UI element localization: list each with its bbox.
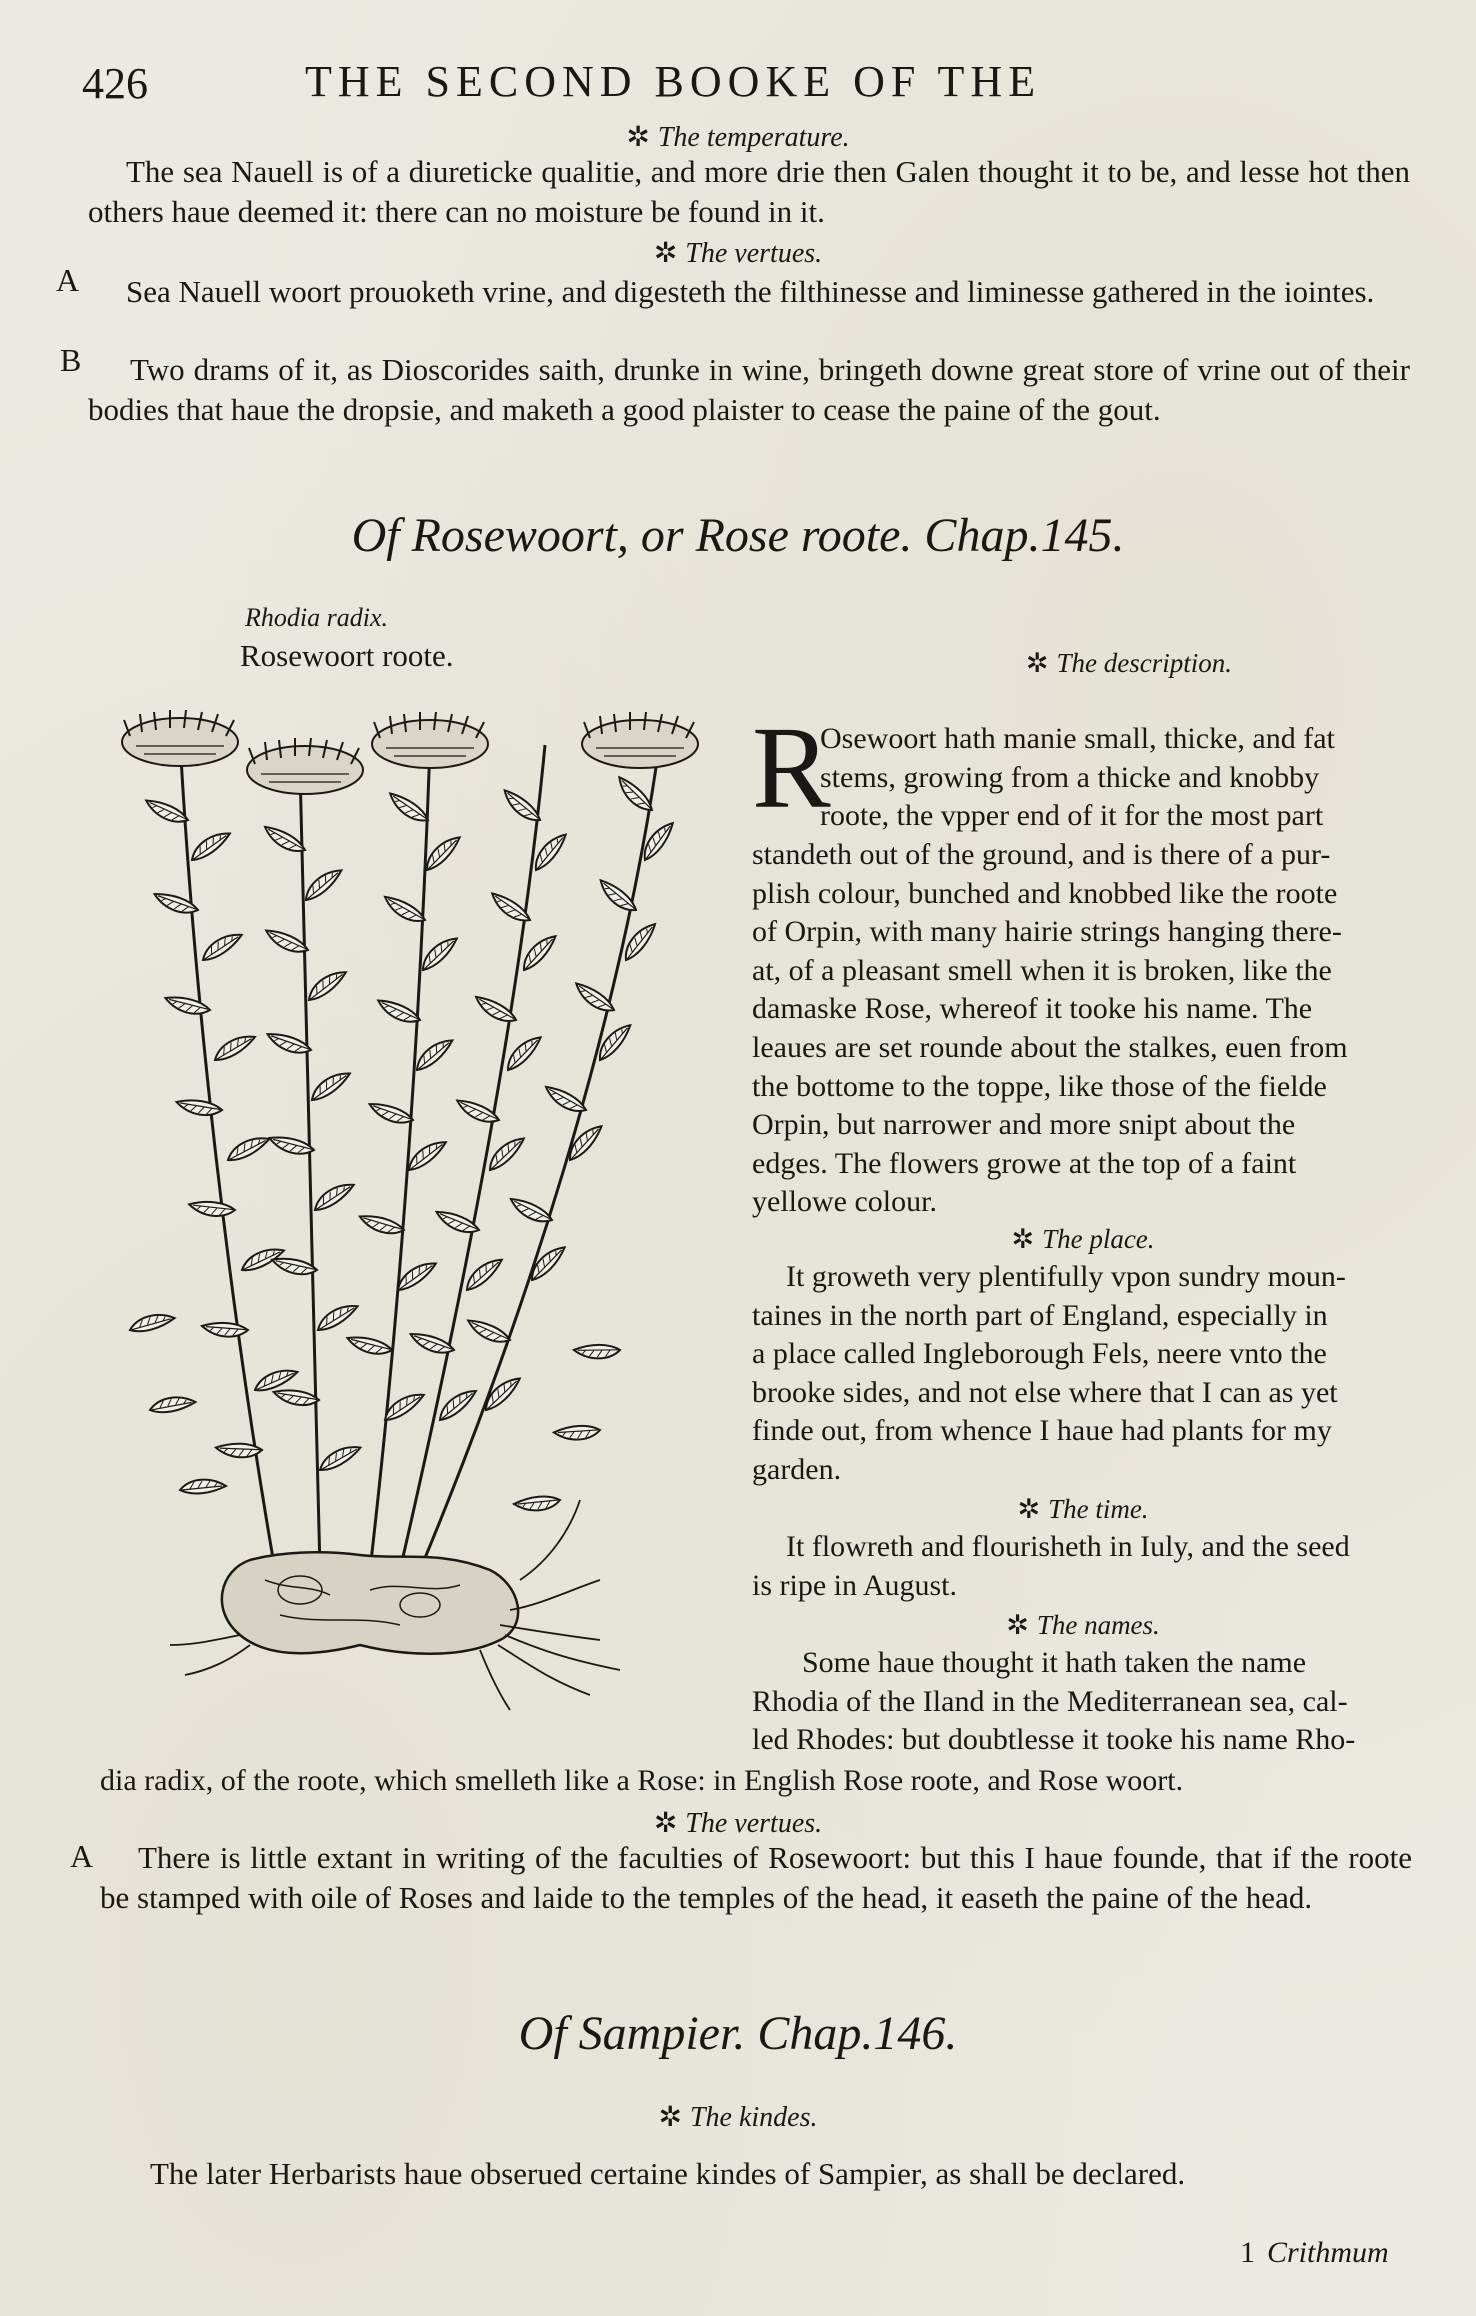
vertue-a-paragraph: There is little extant in writing of the faculties of Rosewoort: but this I haue founde, that if the roote be stamped with oile of Roses and laide to the temples of the head, it easeth the paine of the head. [100, 1840, 1412, 1915]
star-ornament-icon: ✲ [658, 2102, 682, 2133]
rosewoort-woodcut-illustration [100, 710, 700, 1720]
drop-cap-letter: R [752, 702, 831, 833]
star-ornament-icon: ✲ [626, 122, 650, 153]
time-heading: ✲ The time. [1017, 1494, 1149, 1524]
star-ornament-icon: ✲ [1006, 1610, 1029, 1640]
place-heading: ✲ The place. [1011, 1224, 1155, 1254]
place-paragraph: It groweth very plentifully vpon sundry moun- taines in the north part of England, especially in a place called Ingleborough Fels, neere vnto the brooke sides, and not else where that I can as yet finde out, from whence I haue had plants for my garden. [752, 1260, 1346, 1486]
plate-caption-latin: Rhodia radix. [245, 603, 388, 632]
kindes-paragraph: The later Herbarists haue obserued certaine kindes of Sampier, as shall be declared. [150, 2156, 1186, 2191]
chapter-145-title: Of Rosewoort, or Rose roote. Chap.145. [351, 509, 1125, 562]
time-paragraph: It flowreth and flourisheth in Iuly, and the seed is ripe in August. [752, 1530, 1350, 1602]
temperature-paragraph: The sea Nauell is of a diureticke qualitie, and more drie then Galen thought it to be, and lesse hot then others haue deemed it: there can no moisture be found in it. [88, 154, 1410, 229]
kindes-heading: ✲ The kindes. [658, 2102, 818, 2133]
margin-marker-b: B [60, 342, 82, 378]
names-last-line: dia radix, of the roote, which smelleth like a Rose: in English Rose roote, and Rose woort. [100, 1764, 1184, 1797]
description-lines-body: standeth out of the ground, and is there of a pur- plish colour, bunched and knobbed like the roote of Orpin, with many hairie strings hanging there- at, of a pleasant smell when it is broken, like the damaske Rose, whereof it tooke his name. The leaues are set rounde about the stalkes, euen from the bottome to the toppe, like those of the fielde Orpin, but narrower and more snipt about the edges. The flowers growe at the top of a faint yellowe colour. [752, 838, 1348, 1219]
star-ornament-icon: ✲ [653, 238, 678, 269]
temperature-heading: ✲ The temperature. [626, 122, 850, 153]
description-heading: ✲ The description. [1025, 648, 1232, 678]
names-heading: ✲ The names. [1006, 1610, 1160, 1640]
page-number: 426 [82, 59, 148, 108]
plate-caption-english: Rosewoort roote. [240, 638, 454, 673]
catchword: 1 Crithmum [1240, 2236, 1389, 2269]
chapter-146-title: Of Sampier. Chap.146. [518, 2007, 958, 2060]
margin-marker-a: A [56, 262, 80, 298]
running-title: THE SECOND BOOKE OF THE [305, 57, 1042, 106]
vertue-b-paragraph-prev: Two drams of it, as Dioscorides saith, drunke in wine, bringeth downe great store of vrine out of their bodies that haue the dropsie, and maketh a good plaister to cease the paine of the gout. [88, 352, 1410, 427]
vertue-a-paragraph-prev: Sea Nauell woort prouoketh vrine, and digesteth the filthinesse and liminesse gathered in the iointes. [126, 274, 1375, 309]
star-ornament-icon: ✲ [653, 1808, 678, 1839]
vertues-heading-prev: ✲ The vertues. [653, 238, 823, 269]
vertues-heading: ✲ The vertues. [653, 1808, 823, 1839]
star-ornament-icon: ✲ [1017, 1494, 1041, 1524]
names-paragraph: Some haue thought it hath taken the name Rhodia of the Iland in the Mediterranean sea, cal- led Rhodes: but doubtlesse it tooke his name Rho- [752, 1646, 1356, 1757]
margin-marker-a-vertues: A [70, 1838, 94, 1874]
star-ornament-icon: ✲ [1011, 1224, 1035, 1254]
description-lines-top: Osewoort hath manie small, thicke, and fat stems, growing from a thicke and knobby roote, the vpper end of it for the most part [820, 722, 1335, 833]
star-ornament-icon: ✲ [1025, 648, 1049, 678]
